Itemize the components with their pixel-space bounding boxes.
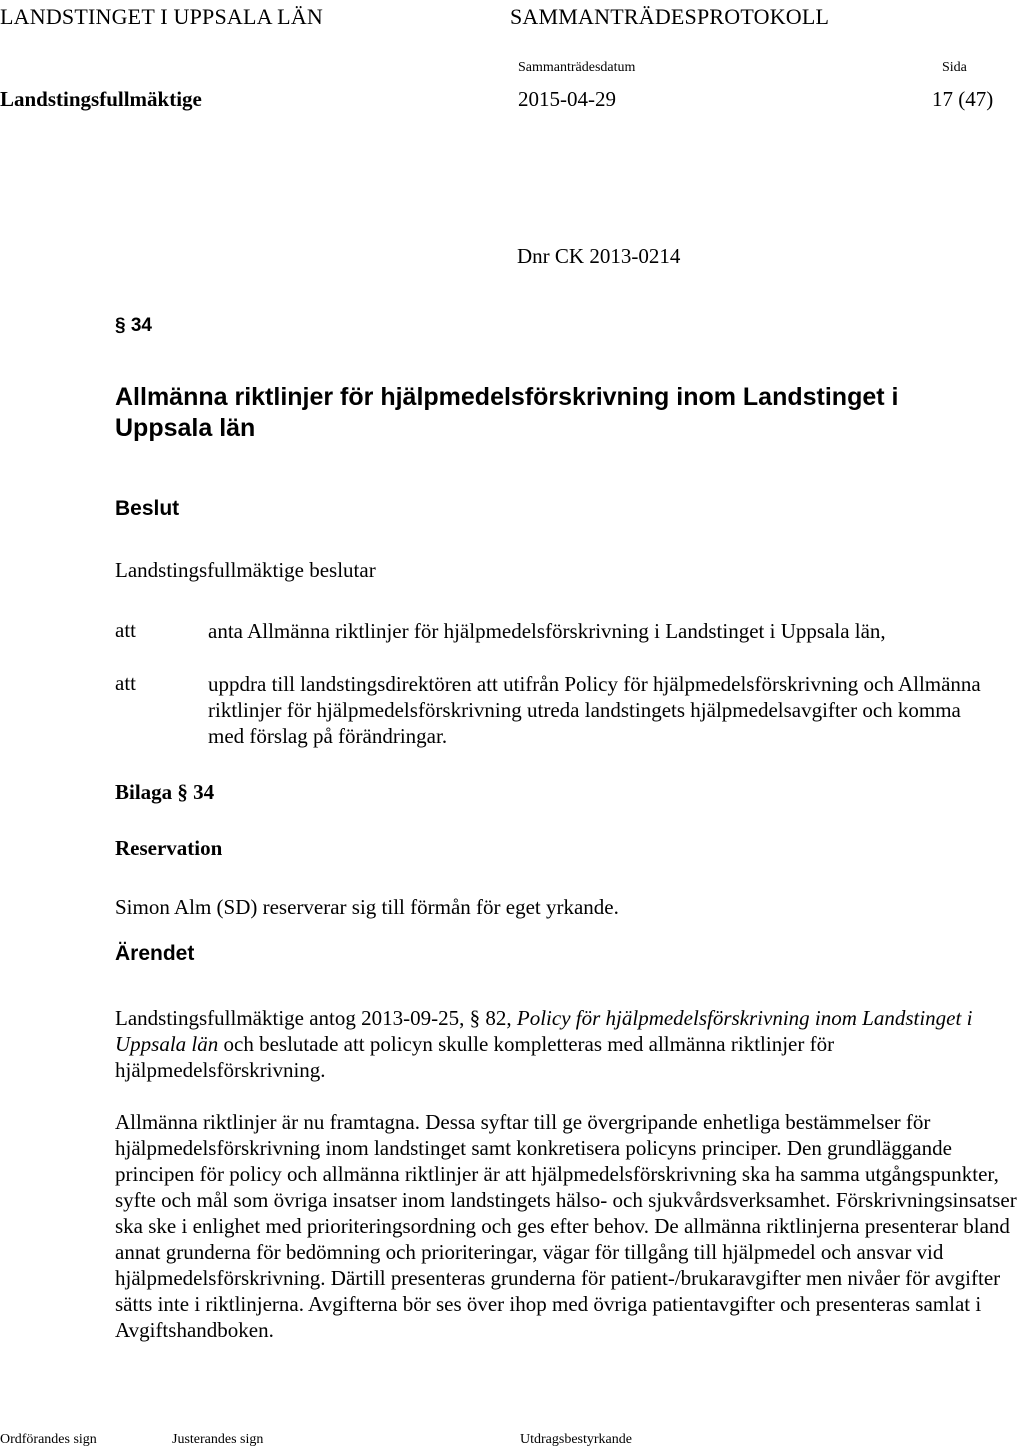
committee-name: Landstingsfullmäktige <box>0 87 202 111</box>
meeting-date: 2015-04-29 <box>518 87 616 111</box>
adjuster-signature-label: Justerandes sign <box>172 1432 264 1447</box>
section-title-line1: Allmänna riktlinjer för hjälpmedelsförskrivning inom Landstinget i <box>115 383 899 411</box>
reservation-heading: Reservation <box>115 836 223 860</box>
decision-item-1-label: att <box>115 618 136 642</box>
matter-paragraph-1-start: Landstingsfullmäktige antog 2013-09-25, § 82, <box>115 1006 517 1030</box>
attachment-reference: Bilaga § 34 <box>115 780 215 804</box>
reservation-text: Simon Alm (SD) reserverar sig till förmån för eget yrkande. <box>115 895 619 919</box>
extract-certification-label: Utdragsbestyrkande <box>520 1432 632 1447</box>
matter-heading: Ärendet <box>115 942 195 965</box>
matter-paragraph-1-end: och beslutade att policyn skulle kompletteras med allmänna riktlinjer för hjälpmedelsförskrivning. <box>115 1032 835 1082</box>
matter-paragraph-1 <box>115 1005 975 1083</box>
policy-title: Policy för hjälpmedelsförskrivning inom Landstinget i Uppsala län <box>115 1006 973 1056</box>
page-number: 17 (47) <box>932 87 994 111</box>
decision-item-2-text: uppdra till landstingsdirektören att utifrån Policy för hjälpmedelsförskrivning och Allmänna riktlinjer för hjälpmedelsförskrivning utreda landstingets hjälpmedelsavgifter och komma med förslag på förändringar. <box>208 672 981 748</box>
meeting-date-label: Sammanträdesdatum <box>518 60 636 75</box>
section-title-line2: Uppsala län <box>115 414 256 442</box>
decision-item-1-text: anta Allmänna riktlinjer för hjälpmedelsförskrivning i Landstinget i Uppsala län, <box>208 619 886 643</box>
chair-signature-label: Ordförandes sign <box>0 1432 97 1447</box>
decision-heading: Beslut <box>115 497 180 520</box>
case-number: Dnr CK 2013-0214 <box>517 244 681 268</box>
page-label: Sida <box>942 60 967 75</box>
organization-name: LANDSTINGET I UPPSALA LÄN <box>0 4 323 29</box>
section-number: § 34 <box>115 315 152 336</box>
matter-paragraph-2: Allmänna riktlinjer är nu framtagna. Dessa syftar till ge övergripande enhetliga bestämmelser för hjälpmedelsförskrivning inom landstinget samt konkretisera policyns principer. Den grundläggande principen för policy och allmänna riktlinjer är att hjälpmedelsförskrivning ska ha samma utgångspunkter, syfte och mål som övriga insatser inom landstingets hälso- och sjukvårdsverksamhet. Förskrivningsinsatser ska ske i enlighet med prioriteringsordning och ges efter behov. De allmänna riktlinjerna presenterar bland annat grunderna för bedömning och prioriteringar, vägar för tillgång till hjälpmedel och ansvar vid hjälpmedelsförskrivning. Därtill presenteras grunderna för patient-/brukaravgifter men nivåer för avgifter sätts inte i riktlinjerna. Avgifterna bör ses över ihop med övriga patientavgifter och presenteras samlat i Avgiftshandboken. <box>115 1110 1017 1342</box>
decision-intro: Landstingsfullmäktige beslutar <box>115 558 376 582</box>
document-type: SAMMANTRÄDESPROTOKOLL <box>510 4 830 29</box>
decision-item-2-label: att <box>115 671 136 695</box>
